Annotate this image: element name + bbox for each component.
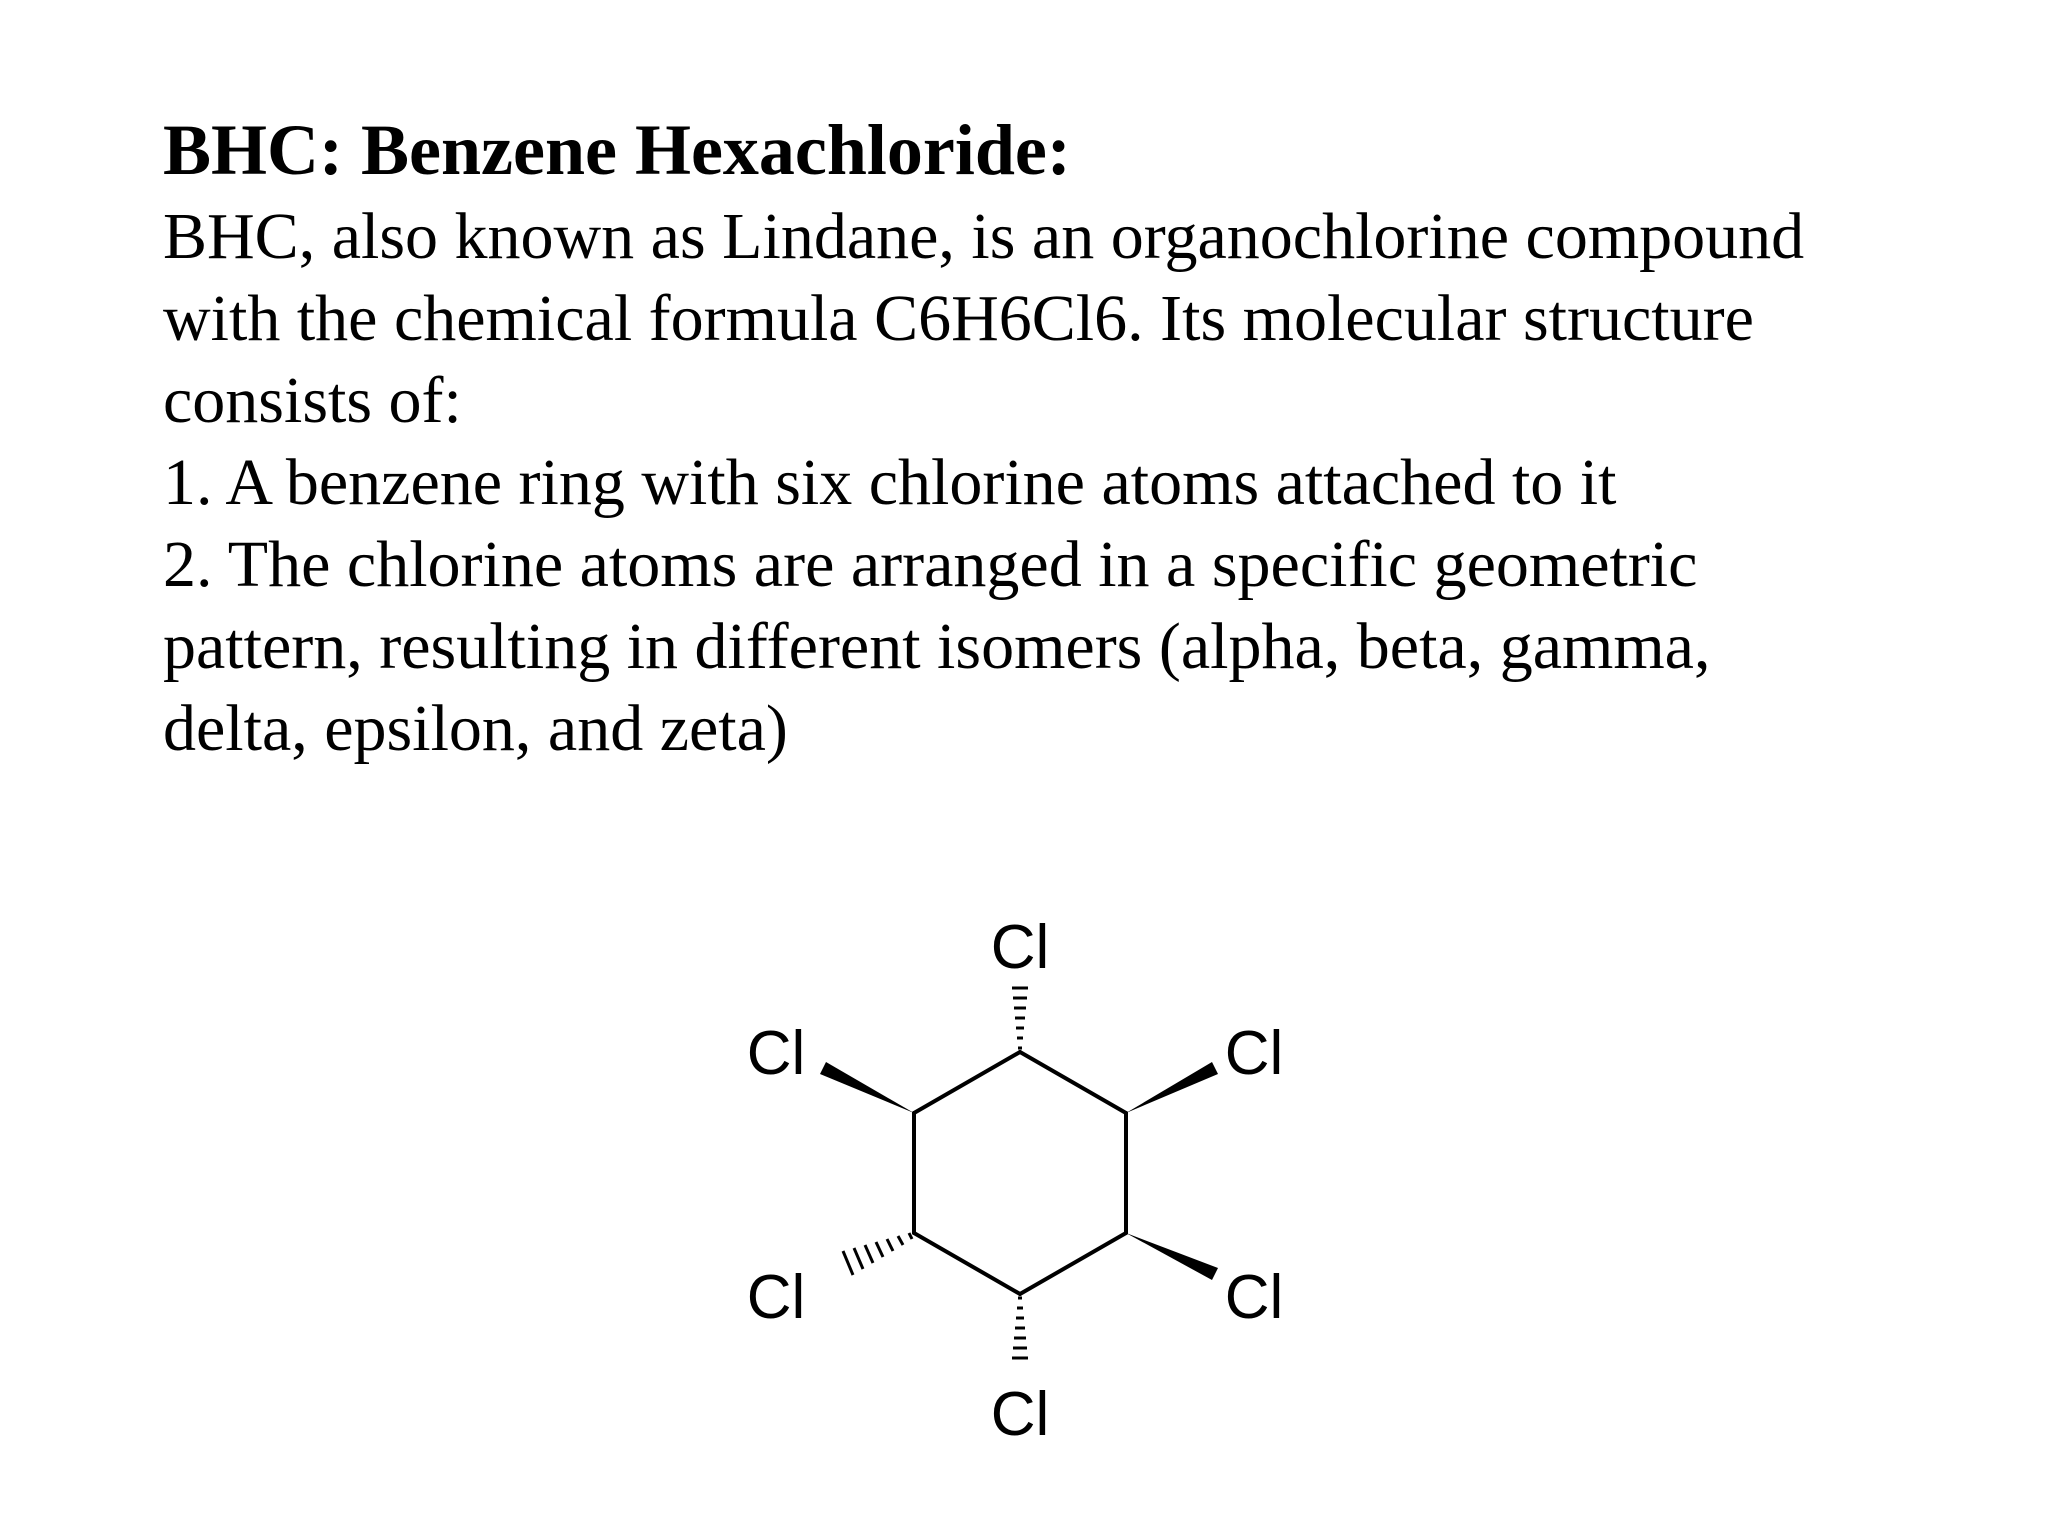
text-line: delta, epsilon, and zeta) [163, 692, 788, 765]
atom-label-upper-right: Cl [1224, 1019, 1284, 1088]
atom-label-top: Cl [990, 913, 1050, 982]
ring-bond [1020, 1233, 1126, 1294]
ring-bond [914, 1233, 1020, 1294]
atom-label-bottom: Cl [990, 1380, 1050, 1449]
description-paragraph [163, 196, 1923, 770]
slide-title: BHC: Benzene Hexachloride: [163, 110, 1071, 190]
atom-label-lower-left: Cl [746, 1263, 806, 1332]
list-item-1: 1. A benzene ring with six chlorine atoms attached to it [163, 446, 1617, 519]
ring-bond [1020, 1052, 1126, 1113]
hashed-bond-bottom [1012, 1298, 1028, 1358]
ring-bond [914, 1052, 1020, 1113]
atom-label-upper-left: Cl [746, 1019, 806, 1088]
text-line: consists of: [163, 364, 462, 437]
text-line: BHC, also known as Lindane, is an organochlorine compound [163, 200, 1805, 273]
hashed-bond-top [1012, 988, 1028, 1048]
wedge-bond [1126, 1062, 1218, 1113]
structure-diagram [700, 880, 1340, 1480]
wedge-bond [820, 1062, 914, 1113]
atom-label-lower-right: Cl [1224, 1263, 1284, 1332]
wedge-bond [1126, 1233, 1218, 1280]
hashed-bond-lower-left [843, 1233, 912, 1275]
text-line: with the chemical formula C6H6Cl6. Its molecular structure [163, 282, 1754, 355]
text-line: pattern, resulting in different isomers (alpha, beta, gamma, [163, 610, 1711, 683]
list-item-2: 2. The chlorine atoms are arranged in a specific geometric [163, 528, 1698, 601]
hexachlorocyclohexane-structure [700, 880, 1340, 1480]
